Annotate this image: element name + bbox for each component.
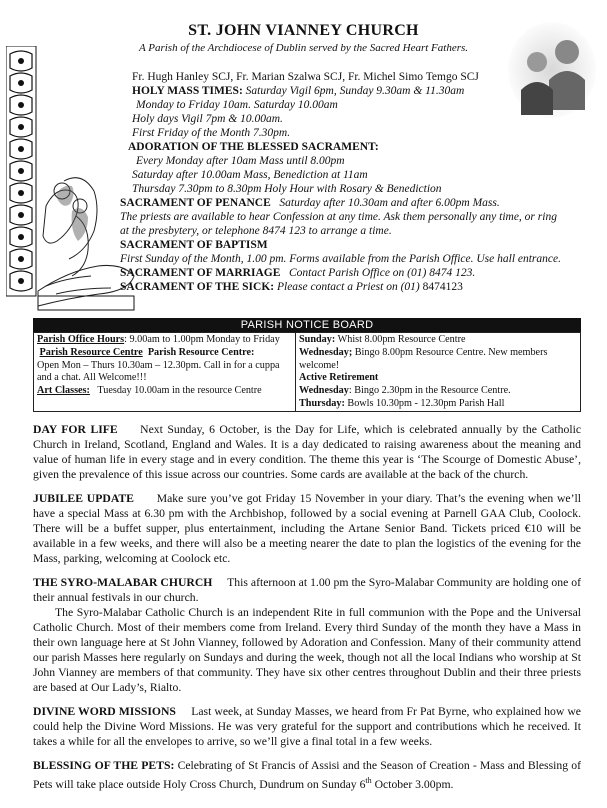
notice-board-title: PARISH NOTICE BOARD (33, 318, 581, 332)
holy-mass-line3: Holy days Vigil 7pm & 10.00am. (132, 113, 283, 125)
penance-text: Saturday after 10.30am and after 6.00pm Mass. (279, 197, 500, 209)
sunday-text: Whist 8.00pm Resource Centre (337, 334, 466, 345)
syro-malabar-text-2: The Syro-Malabar Catholic Church is an independent Rite in full communion with the Pope and the Universal Catholic Church. Most of their members come from Ireland. Every third Sunday of the month they have a Mass in their own language here at St John Vianney, followed by Adoration and Confession. Many of their community attend our parish Masses here regularly on Sundays and during the week, though not all the local Indians who worship at St John Vianney are members of that community. They have six other centres throughout Dublin and their three priests are based at Our Lady’s, Rialto. (33, 606, 581, 694)
pieta-illustration (6, 46, 136, 314)
marriage-text: Contact Parish Office on (01) 8474 123. (289, 267, 476, 279)
pets-sup: th (365, 776, 372, 785)
penance-label: SACRAMENT OF PENANCE (120, 197, 271, 209)
mass-times-block (120, 70, 590, 294)
thursday-text: Bowls 10.30pm - 12.30pm Parish Hall (347, 397, 505, 409)
article-syro-malabar (33, 575, 581, 605)
holy-mass-line4: First Friday of the Month 7.30pm. (132, 127, 291, 139)
resource-centre-text: Open Mon – Thurs 10.30am – 12.30pm. Call in for a cuppa and a chat. All Welcome!!! (37, 359, 280, 384)
article-pets (33, 758, 581, 792)
penance-line2: The priests are available to hear Confession at any time. Ask them personally any time, or ring (120, 211, 557, 223)
jubilee-heading: JUBILEE UPDATE (33, 492, 134, 505)
jubilee-text: Make sure you’ve got Friday 15 November in your diary. That’s the evening when we’ll have a special Mass at 6.30 pm with the Archbishop, followed by a social evening at Parnell GAA Club, Coolock. There will be a buffet supper, plus entertainment, including the Artane Senior Band. Tickets priced €10 will be available in a few weeks, and there will also be a meeting nearer the date to plan the logistics of the evening for the Mass, parking, welcoming at Coolock etc. (33, 492, 581, 565)
pets-text-end: October 3.00pm. (371, 777, 454, 791)
clergy-list: Fr. Hugh Hanley SCJ, Fr. Marian Szalwa SCJ, Fr. Michel Simo Temgo SCJ (132, 71, 479, 83)
church-subtitle: A Parish of the Archdiocese of Dublin served by the Sacred Heart Fathers. (138, 42, 469, 54)
day-for-life-heading: DAY FOR LIFE (33, 423, 118, 436)
notice-board-left-column (34, 333, 296, 411)
active-retirement-label: Active Retirement (299, 372, 379, 384)
article-divine-word (33, 704, 581, 749)
divine-word-heading: DIVINE WORD MISSIONS (33, 705, 176, 718)
sick-text: Please contact a Priest on (01) (276, 281, 420, 293)
adoration-line2: Saturday after 10.00am Mass, Benediction at 11am (132, 169, 368, 181)
holy-mass-line1: Saturday Vigil 6pm, Sunday 9.30am & 11.30am (245, 85, 465, 97)
church-title: ST. JOHN VIANNEY CHURCH (188, 22, 419, 39)
pets-heading: BLESSING OF THE PETS: (33, 759, 175, 772)
penance-line3: at the presbytery, or telephone 8474 123 to arrange a time. (120, 225, 392, 237)
adoration-label: ADORATION OF THE BLESSED SACRAMENT: (128, 141, 379, 153)
office-hours-text: : 9.00am to 1.00pm Monday to Friday (124, 334, 280, 345)
sick-label: SACRAMENT OF THE SICK: (120, 281, 275, 293)
holy-mass-label: HOLY MASS TIMES: (132, 85, 243, 97)
wednesday-text: Bingo 8.00pm Resource Centre. New members welcome! (299, 346, 548, 371)
resource-centre-label: Parish Resource Centre (39, 346, 143, 358)
day-for-life-text: Next Sunday, 6 October, is the Day for Life, which is celebrated annually by the Catholic Church in Ireland, Scotland, England and Wales. It is a day dedicated to raising awareness about the meaning and value of human life in every stage and in every condition. The theme this year is ‘The Scourge of Domestic Abuse’, given the prevalence of this issue across our countries. Some cards are available at the back of the church. (33, 423, 582, 481)
wednesday2-label: Wednesday (299, 385, 349, 397)
divine-word-text: Last week, at Sunday Masses, we heard from Fr Pat Byrne, who explained how we could help the Divine Word Missions. He was very grateful for the support and contributions which he received. It takes a while for all the envelopes to arrive, so we’ll give a final total in a few weeks. (33, 705, 581, 748)
baptism-label: SACRAMENT OF BAPTISM (120, 239, 268, 251)
syro-malabar-heading: THE SYRO-MALABAR CHURCH (33, 576, 213, 589)
sick-phone: 8474123 (422, 281, 463, 293)
wednesday-label: Wednesday; (299, 346, 353, 358)
holy-mass-line2: Monday to Friday 10am. Saturday 10.00am (136, 99, 338, 111)
art-classes-text: Tuesday 10.00am in the resource Centre (97, 385, 262, 397)
syro-malabar-text: This afternoon at 1.00 pm the Syro-Malabar Community are holding one of their annual festivals in our church. (33, 576, 582, 604)
articles-section (33, 422, 581, 801)
article-jubilee (33, 491, 581, 566)
marriage-label: SACRAMENT OF MARRIAGE (120, 267, 281, 279)
art-classes-label: Art Classes: (37, 385, 90, 397)
baptism-text: First Sunday of the Month, 1.00 pm. Forms available from the Parish Office. Use hall entrance. (120, 253, 561, 265)
notice-board-table (33, 332, 581, 412)
sunday-label: Sunday: (299, 334, 336, 345)
article-day-for-life (33, 422, 581, 482)
resource-centre-label-2: Parish Resource Centre: (147, 346, 255, 358)
adoration-line3: Thursday 7.30pm to 8.30pm Holy Hour with Rosary & Benediction (132, 183, 442, 195)
adoration-line1: Every Monday after 10am Mass until 8.00pm (136, 155, 345, 167)
thursday-label: Thursday: (299, 397, 345, 409)
wednesday2-text: : Bingo 2.30pm in the Resource Centre. (348, 385, 511, 397)
office-hours-label: Parish Office Hours (37, 334, 125, 345)
pets-text: Celebrating of St Francis of Assisi and the Season of Creation - Mass and Blessing of Pets will take place outside Holy Cross Church, Dundrum on Sunday 6 (33, 759, 581, 791)
notice-board-right-column (296, 333, 580, 411)
